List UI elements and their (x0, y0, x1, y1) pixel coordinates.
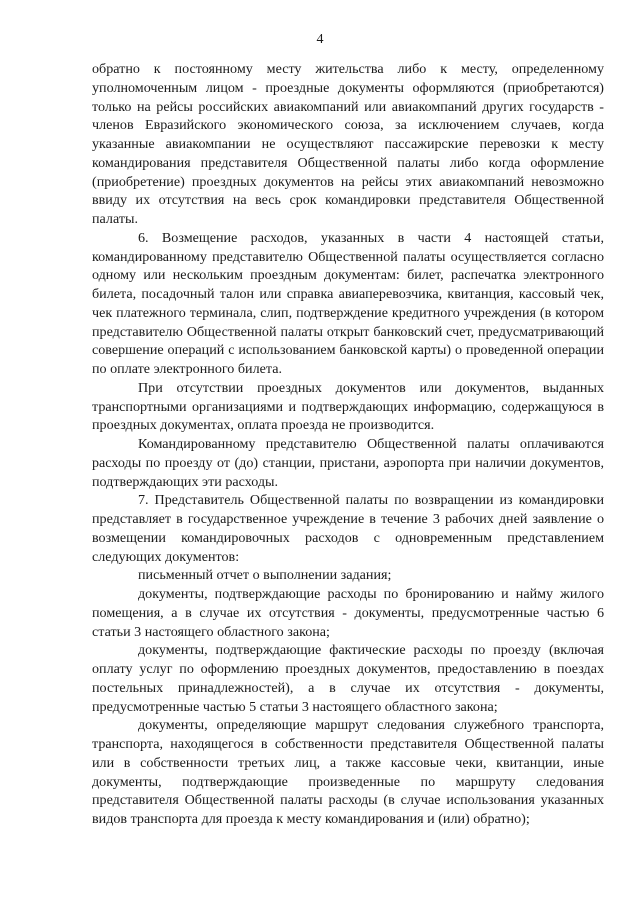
page-number: 4 (316, 32, 324, 47)
paragraph-no-documents: При отсутствии проездных документов или документов, выданных транспортными организациями и подтверждающих информацию, содержащуюся в проездных документах, оплата проезда не производится. (92, 379, 604, 434)
list-item-route: документы, определяющие маршрут следования служебного транспорта, транспорта, находящегося в собственности представителя Общественной палаты или в собственности третьих лиц, а также кассовые чеки, квитанции, иные документы, подтверждающие произведенные по маршруту следования представителя Общественной палаты расходы (в случае использования указанных видов транспорта для проезда к месту командирования и (или) обратно); (92, 717, 604, 827)
paragraph-station-expenses: Командированному представителю Общественной палаты оплачиваются расходы по проезду от (до) станции, пристани, аэропорта при наличии документов, подтверждающих эти расходы. (92, 436, 604, 490)
paragraph-continuation: обратно к постоянному месту жительства либо к месту, определенному уполномоченным лицом - проездные документы оформляются (приобретаются) только на рейсы российских авиакомпаний или авиакомпаний других государств - членов Евразийского экономического союза, за исключением случаев, когда указанные авиакомпании не осуществляют пассажирские перевозки к месту командирования представителя Общественной палаты либо когда оформление (приобретение) проездных документов на рейсы этих авиакомпаний невозможно ввиду их отсутствия на весь срок командировки представителя Общественной палаты. (92, 61, 604, 227)
list-item-travel: документы, подтверждающие фактические расходы по проезду (включая оплату услуг по оформлению проездных документов, предоставлению в поездах постельных принадлежностей), а в случае их отсутствия - документы, предусмотренные частью 5 статьи 3 настоящего областного закона; (92, 642, 604, 715)
document-body (92, 60, 604, 829)
paragraph-clause-6: 6. Возмещение расходов, указанных в части 4 настоящей статьи, командированному представителю Общественной палаты осуществляется согласно одному или нескольким проездным документам: билет, распечатка электронного билета, посадочный талон или справка авиаперевозчика, квитанция, кассовый чек, чек платежного терминала, слип, подтверждение кредитного учреждения (в котором представителю Общественной палаты открыт банковский счет, предусматривающий совершение операций с использованием банковской карты) о проведенной операции по оплате электронного билета. (92, 229, 604, 377)
paragraph-clause-7: 7. Представитель Общественной палаты по возвращении из командировки представляет в государственное учреждение в течение 3 рабочих дней заявление о возмещении командировочных расходов с одновременным представлением следующих документов: (92, 492, 604, 565)
list-item-report: письменный отчет о выполнении задания; (138, 567, 392, 584)
list-item-housing: документы, подтверждающие расходы по бронированию и найму жилого помещения, а в случае их отсутствия - документы, предусмотренные частью 6 статьи 3 настоящего областного закона; (92, 586, 604, 640)
